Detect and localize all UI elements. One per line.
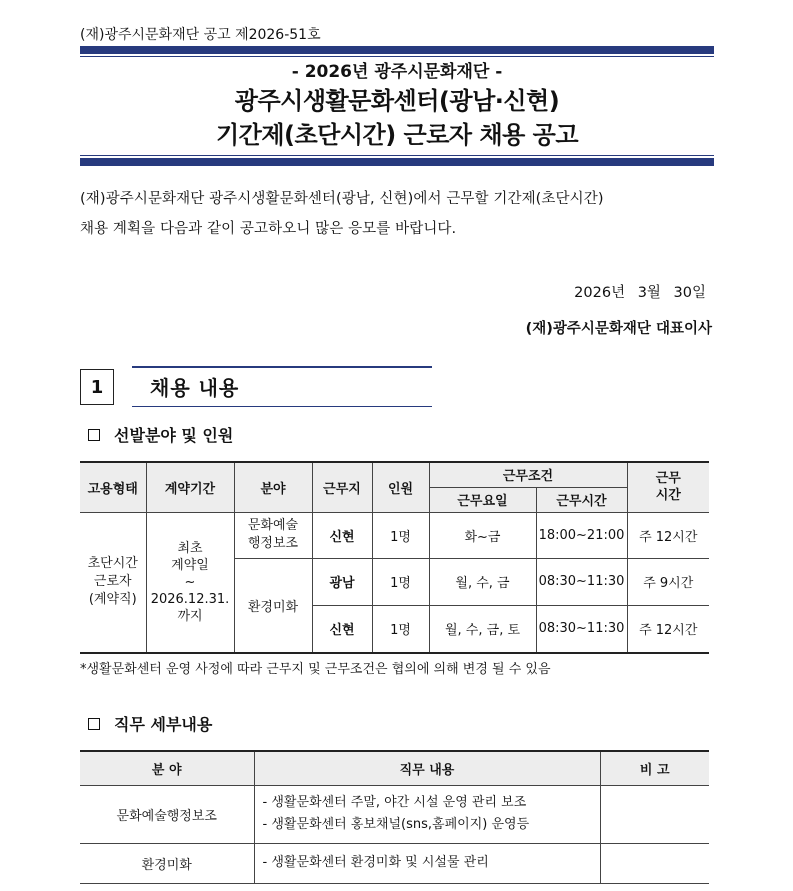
header-days: 근무요일 xyxy=(429,487,536,512)
field-cell: 환경미화 xyxy=(234,558,312,653)
weekly-cell: 주 12시간 xyxy=(627,605,709,653)
header-location: 근무지 xyxy=(312,462,372,512)
duty-cell xyxy=(254,843,600,883)
intro-line-2: 채용 계획을 다음과 같이 공고하오니 많은 응모를 바랍니다. xyxy=(80,221,457,237)
note-cell xyxy=(600,785,709,843)
header-conditions: 근무조건 xyxy=(429,462,627,487)
notice-number: (재)광주시문화재단 공고 제2026-51호 xyxy=(80,27,321,43)
days-cell: 월, 수, 금, 토 xyxy=(429,605,536,653)
duty-item: - 생활문화센터 환경미화 및 시설물 관리 xyxy=(262,855,489,870)
title-top-bar xyxy=(80,46,714,54)
section-title: 채용 내용 xyxy=(150,376,240,400)
header-note: 비 고 xyxy=(600,751,709,785)
title-block xyxy=(80,60,714,152)
subsection-duties xyxy=(88,712,212,735)
title-line-1: - 2026년 광주시문화재단 - xyxy=(291,62,503,82)
title-line-3: 기간제(초단시간) 근로자 채용 공고 xyxy=(215,121,579,149)
header-hours: 근무시간 xyxy=(536,487,627,512)
note-cell xyxy=(600,843,709,883)
duty-item: - 생활문화센터 홍보채널(sns,홈페이지) 운영등 xyxy=(262,817,530,832)
section-number: 1 xyxy=(80,369,114,405)
title-top-rule xyxy=(80,56,714,57)
recruitment-table xyxy=(80,461,709,654)
count-cell: 1명 xyxy=(372,558,429,605)
checkbox-square-icon xyxy=(88,718,100,730)
table-row xyxy=(80,785,709,843)
count-cell: 1명 xyxy=(372,605,429,653)
duty-cell xyxy=(254,785,600,843)
header-field: 분 야 xyxy=(80,751,254,785)
footnote: *생활문화센터 운영 사정에 따라 근무지 및 근무조건은 협의에 의해 변경 될 수 있음 xyxy=(80,662,551,677)
subsection-duties-title: 직무 세부내용 xyxy=(114,715,213,734)
section-rule-bottom xyxy=(132,406,432,407)
subsection-selection xyxy=(88,423,233,446)
header-weekly: 근무 시간 xyxy=(627,462,709,512)
weekly-cell: 주 12시간 xyxy=(627,512,709,558)
notice-date: 2026년 3월 30일 xyxy=(574,285,706,301)
field-cell: 환경미화 xyxy=(80,843,254,883)
field-cell: 문화예술행정보조 xyxy=(80,785,254,843)
title-line-2: 광주시생활문화센터(광남·신현) xyxy=(234,87,560,115)
title-bottom-rule xyxy=(80,155,714,156)
duties-table xyxy=(80,750,709,884)
location-cell: 신현 xyxy=(312,605,372,653)
subsection-selection-title: 선발분야 및 인원 xyxy=(114,426,234,445)
period-cell: 최초 계약일 ~ 2026.12.31. 까지 xyxy=(146,512,234,653)
hours-cell: 08:30~11:30 xyxy=(536,558,627,605)
hours-cell: 08:30~11:30 xyxy=(536,605,627,653)
location-cell: 광남 xyxy=(312,558,372,605)
header-duty: 직무 내용 xyxy=(254,751,600,785)
intro-line-1: (재)광주시문화재단 광주시생활문화센터(광남, 신현)에서 근무할 기간제(초단시간) xyxy=(80,191,604,207)
header-period: 계약기간 xyxy=(146,462,234,512)
duty-item: - 생활문화센터 주말, 야간 시설 운영 관리 보조 xyxy=(262,795,527,810)
days-cell: 월, 수, 금 xyxy=(429,558,536,605)
signature: (재)광주시문화재단 대표이사 xyxy=(525,321,712,337)
table-row xyxy=(80,512,709,558)
checkbox-square-icon xyxy=(88,429,100,441)
header-count: 인원 xyxy=(372,462,429,512)
weekly-cell: 주 9시간 xyxy=(627,558,709,605)
location-cell: 신현 xyxy=(312,512,372,558)
field-cell: 문화예술 행정보조 xyxy=(234,512,312,558)
days-cell: 화~금 xyxy=(429,512,536,558)
header-type: 고용형태 xyxy=(80,462,146,512)
type-cell: 초단시간 근로자 (계약직) xyxy=(80,512,146,653)
title-bottom-bar xyxy=(80,158,714,166)
header-field: 분야 xyxy=(234,462,312,512)
hours-cell: 18:00~21:00 xyxy=(536,512,627,558)
count-cell: 1명 xyxy=(372,512,429,558)
table-row xyxy=(80,843,709,883)
section-rule-top xyxy=(132,366,432,368)
intro-paragraph xyxy=(80,184,720,244)
